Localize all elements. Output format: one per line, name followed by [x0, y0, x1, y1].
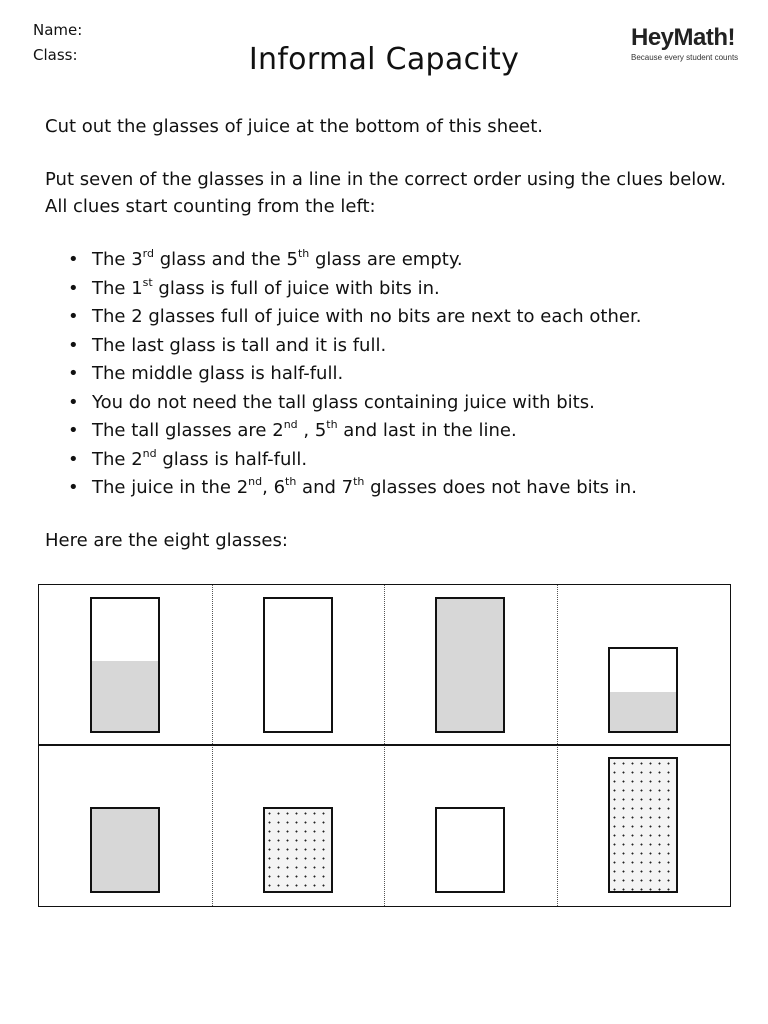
bullet: •	[68, 334, 79, 356]
glass-card[interactable]	[212, 745, 385, 905]
clue-item: • The last glass is tall and it is full.	[68, 332, 641, 361]
clue-item: • The middle glass is half-full.	[68, 360, 641, 389]
juice-fill	[610, 692, 676, 731]
glass-tall	[608, 757, 678, 893]
glasses-cutout-grid	[38, 584, 731, 907]
bullet: •	[68, 277, 79, 299]
class-label: Class:	[33, 46, 78, 64]
bullet: •	[68, 477, 79, 498]
glass-short	[608, 647, 678, 733]
clue-item: • The juice in the 2nd, 6th and 7th glasses does not have bits in.	[68, 474, 641, 503]
clue-item: • The 2 glasses full of juice with no bits are next to each other.	[68, 303, 641, 332]
clue-item: • The 2nd glass is half-full.	[68, 446, 641, 475]
glass-tall	[435, 597, 505, 733]
juice-fill	[437, 599, 503, 731]
page-title: Informal Capacity	[248, 42, 520, 77]
clue-list	[68, 246, 641, 503]
glass-card[interactable]	[557, 745, 730, 905]
glass-short	[263, 807, 333, 893]
instruction-cut: Cut out the glasses of juice at the bottom of this sheet.	[45, 116, 544, 137]
glass-tall	[90, 597, 160, 733]
bullet: •	[68, 306, 79, 327]
instruction-order	[45, 166, 726, 220]
glass-card[interactable]	[557, 585, 730, 745]
glass-tall	[263, 597, 333, 733]
glass-card[interactable]	[212, 585, 385, 745]
juice-with-bits-fill	[610, 759, 676, 891]
bullet: •	[68, 420, 79, 441]
glass-card[interactable]	[384, 745, 557, 905]
clue-item: • The 1st glass is full of juice with bits in.	[68, 275, 641, 304]
juice-fill	[92, 809, 158, 891]
instruction-order-line2: All clues start counting from the left:	[45, 196, 376, 217]
heymath-logo	[631, 24, 738, 62]
clue-item: • You do not need the tall glass containing juice with bits.	[68, 389, 641, 418]
juice-with-bits-fill	[265, 809, 331, 891]
clue-item: • The 3rd glass and the 5th glass are empty.	[68, 246, 641, 275]
juice-fill	[92, 661, 158, 731]
glass-short	[90, 807, 160, 893]
logo-text: HeyMath!	[631, 24, 736, 51]
bullet: •	[68, 391, 79, 413]
bullet: •	[68, 249, 79, 270]
clue-item: • The tall glasses are 2nd , 5th and last in the line.	[68, 417, 641, 446]
glass-card[interactable]	[384, 585, 557, 745]
glass-card[interactable]	[39, 745, 212, 905]
bullet: •	[68, 448, 79, 470]
instruction-order-line1: Put seven of the glasses in a line in the correct order using the clues below.	[45, 169, 727, 190]
glasses-intro: Here are the eight glasses:	[45, 530, 288, 551]
logo-tagline: Because every student counts	[631, 53, 739, 62]
name-label: Name:	[33, 21, 83, 39]
bullet: •	[68, 363, 79, 384]
glass-card[interactable]	[39, 585, 212, 745]
glass-short	[435, 807, 505, 893]
